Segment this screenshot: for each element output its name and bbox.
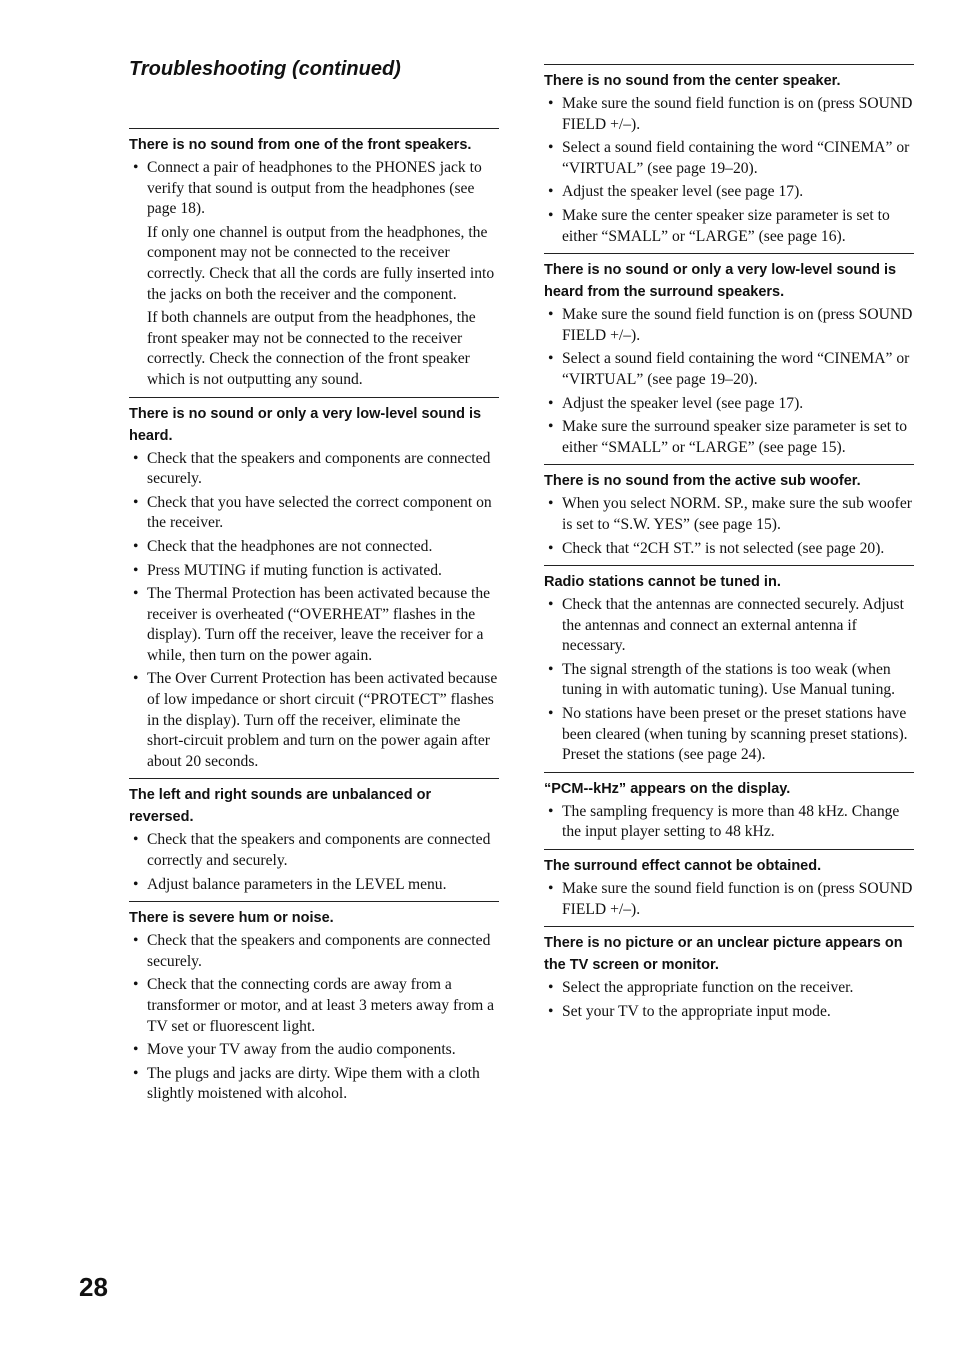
section-heading: “PCM--kHz” appears on the display. [544, 780, 791, 797]
list-item [147, 1040, 499, 1061]
left-column [129, 128, 499, 1111]
list-item [562, 539, 914, 560]
list-item [562, 349, 914, 390]
list-item-text: • Adjust balance parameters in the LEVEL menu. [147, 875, 447, 893]
list-item [562, 978, 914, 999]
list-item [562, 94, 914, 135]
troubleshooting-section [544, 772, 914, 843]
list-item [562, 660, 914, 701]
bullet-list [544, 494, 914, 559]
section-heading: There is no sound or only a very low-level sound is heard. [129, 405, 482, 444]
list-item [147, 975, 499, 1037]
bullet-list [129, 449, 499, 773]
list-item-text: If only one channel is output from the headphones, the component may not be connected to the receiver correctly. Check that all the cords are fully inserted into the jacks on both the receiver and the component. [147, 223, 495, 303]
page-number: 28 [79, 1272, 108, 1302]
list-item-text: • Make sure the sound field function is on (press SOUND FIELD +/–). [562, 306, 913, 344]
section-heading: The left and right sounds are unbalanced or reversed. [129, 787, 432, 826]
section-heading: There is no sound from one of the front speakers. [129, 137, 472, 153]
troubleshooting-section [544, 565, 914, 766]
list-item [562, 182, 914, 203]
section-heading: There is severe hum or noise. [129, 910, 334, 927]
section-heading: There is no sound from the center speaker. [544, 73, 841, 89]
list-item-text: • No stations have been preset or the preset stations have been cleared (when tuning by scanning preset stations). Preset the stations (see page 24). [562, 705, 908, 764]
list-item [147, 449, 499, 490]
list-item [147, 931, 499, 972]
list-item-text: • Adjust the speaker level (see page 17). [562, 394, 804, 412]
list-item [562, 879, 914, 920]
list-item-text: • Check that the speakers and components are connected securely. [147, 449, 491, 488]
list-item [147, 561, 499, 582]
list-item [562, 704, 914, 766]
section-heading: There is no sound from the active sub woofer. [544, 473, 861, 490]
list-item-text: • Select the appropriate function on the receiver. [562, 979, 854, 997]
troubleshooting-section [544, 849, 914, 920]
list-item [562, 305, 914, 346]
list-item-text: • Make sure the sound field function is on (press SOUND FIELD +/–). [562, 880, 913, 918]
list-item-text: • The Over Current Protection has been activated because of low impedance or short circuit (“PROTECT” flashes in the display). Turn off the receiver, eliminate the short-circuit problem and turn on the power again after about 20 seconds. [147, 670, 498, 770]
list-item [562, 417, 914, 458]
troubleshooting-section [544, 926, 914, 1022]
list-item-text: • Check that the headphones are not connected. [147, 537, 433, 555]
troubleshooting-section [129, 901, 499, 1105]
list-item-text: • The sampling frequency is more than 48 kHz. Change the input player setting to 48 kHz. [562, 802, 900, 841]
bullet-list [544, 305, 914, 458]
list-item-text: • Press MUTING if muting function is activated. [147, 561, 442, 579]
list-item [147, 669, 499, 772]
section-heading: Radio stations cannot be tuned in. [544, 574, 781, 591]
list-item-text: If both channels are output from the headphones, the front speaker may not be connected to the receiver correctly. Check the connection of the front speaker which is not outputting any sound. [147, 309, 476, 388]
section-heading: The surround effect cannot be obtained. [544, 858, 822, 875]
list-item-text: • Check that the connecting cords are away from a transformer or motor, and at least 3 meters away from a TV set or fluorescent light. [147, 976, 495, 1035]
list-item-text: • When you select NORM. SP., make sure the sub woofer is set to “S.W. YES” (see page 15). [562, 495, 912, 533]
bullet-list [544, 94, 914, 247]
troubleshooting-section [129, 128, 499, 391]
list-item [562, 138, 914, 179]
bullet-list [544, 978, 914, 1022]
list-item [562, 802, 914, 843]
list-item [562, 206, 914, 247]
list-item-text: • Check that the antennas are connected securely. Adjust the antennas and connect an external antenna if necessary. [562, 596, 904, 655]
troubleshooting-section [129, 397, 499, 773]
list-item-text: • Select a sound field containing the word “CINEMA” or “VIRTUAL” (see page 19–20). [562, 139, 910, 177]
list-item-text: • The Thermal Protection has been activated because the receiver is overheated (“OVERHEAT” flashes in the display). Turn off the receiver, leave the receiver for a while, then turn on the power again. [147, 585, 491, 664]
bullet-list [129, 158, 499, 391]
list-item [147, 830, 499, 871]
list-item-text: • Adjust the speaker level (see page 17). [562, 183, 804, 201]
list-item-text: • Select a sound field containing the word “CINEMA” or “VIRTUAL” (see page 19–20). [562, 350, 910, 388]
troubleshooting-section [544, 253, 914, 458]
list-item [147, 1064, 499, 1105]
list-item [562, 595, 914, 657]
section-heading: There is no sound or only a very low-level sound is heard from the surround speakers. [544, 262, 897, 301]
list-item-text: • Move your TV away from the audio components. [147, 1041, 456, 1059]
list-item-text: • Make sure the sound field function is on (press SOUND FIELD +/–). [562, 95, 913, 133]
troubleshooting-section [544, 464, 914, 559]
bullet-list [544, 802, 914, 843]
list-item-text: • Check that the speakers and components are connected securely. [147, 932, 491, 970]
list-item-text: • Check that “2CH ST.” is not selected (see page 20). [562, 539, 885, 557]
list-item-text: • Check that the speakers and components are connected correctly and securely. [147, 831, 491, 870]
bullet-list [544, 595, 914, 766]
section-heading: There is no picture or an unclear picture appears on the TV screen or monitor. [544, 935, 903, 974]
list-item-text: • Make sure the center speaker size parameter is set to either “SMALL” or “LARGE” (see page 16). [562, 206, 890, 245]
list-item [562, 1002, 914, 1023]
list-item-text: • Make sure the surround speaker size parameter is set to either “SMALL” or “LARGE” (see page 15). [562, 418, 908, 456]
right-column [544, 64, 914, 1028]
list-item [147, 875, 499, 896]
bullet-list [129, 931, 499, 1105]
troubleshooting-section [544, 64, 914, 247]
list-item-text: • The plugs and jacks are dirty. Wipe them with a cloth slightly moistened with alcohol. [147, 1064, 480, 1103]
list-item [147, 493, 499, 534]
list-item-text: • Check that you have selected the correct component on the receiver. [147, 493, 492, 532]
list-item-text: • The signal strength of the stations is too weak (when tuning in with automatic tuning). Use Manual tuning. [562, 660, 896, 699]
list-item [147, 158, 499, 391]
list-item-text: • Set your TV to the appropriate input mode. [562, 1002, 831, 1020]
list-item [147, 537, 499, 558]
troubleshooting-section [129, 778, 499, 895]
bullet-list [129, 830, 499, 895]
list-item [147, 584, 499, 666]
list-item-text: • Connect a pair of headphones to the PHONES jack to verify that sound is output from the headphones (see page 18). [147, 159, 482, 218]
page-title: Troubleshooting (continued) [129, 58, 401, 80]
list-item [562, 394, 914, 415]
list-item [562, 494, 914, 535]
bullet-list [544, 879, 914, 920]
